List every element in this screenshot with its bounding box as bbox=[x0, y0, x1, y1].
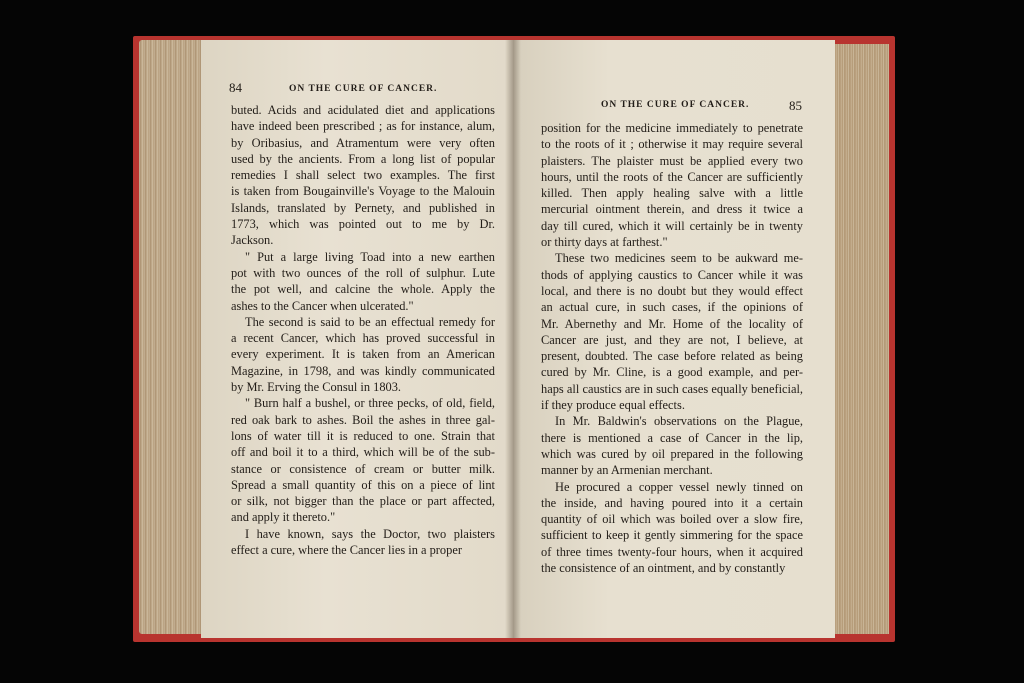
text-line: 1773, which was pointed out to me by Dr. bbox=[231, 217, 495, 232]
text-line: cured by Mr. Cline, is a good example, and per- bbox=[541, 365, 803, 380]
text-line: to the roots of it ; otherwise it may require several bbox=[541, 137, 803, 152]
text-line: I have known, says the Doctor, two plaisters bbox=[245, 526, 495, 541]
text-line: the pot well, and calcine the whole. Apply the bbox=[231, 282, 495, 297]
text-line: Mr. Abernethy and Mr. Home of the locality of bbox=[541, 316, 803, 331]
text-line: Islands, translated by Pernety, and published in bbox=[231, 200, 495, 215]
right-running-head: ON THE CURE OF CANCER. bbox=[601, 100, 750, 110]
text-line: present, doubted. The case before related as being bbox=[541, 349, 803, 364]
left-page bbox=[201, 40, 513, 638]
text-line: by Mr. Erving the Consul in 1803. bbox=[231, 380, 402, 395]
text-line: local, and there is no doubt but they would effect bbox=[541, 283, 803, 298]
text-line: manner by an Armenian merchant. bbox=[541, 463, 713, 478]
text-line: have indeed been prescribed ; as for instance, alum, bbox=[231, 119, 495, 134]
text-line: " Put a large living Toad into a new earthen bbox=[245, 249, 495, 264]
right-page-edges bbox=[833, 44, 889, 634]
left-page-edges bbox=[139, 40, 209, 634]
text-line: Cancer are just, and they are not, I believe, at bbox=[541, 332, 803, 347]
text-line: mercurial ointment therein, and dress it twice a bbox=[541, 202, 803, 217]
text-line: haps all caustics are in such cases equally beneficial, bbox=[541, 381, 803, 396]
text-line: pot with two ounces of the roll of sulphur. Lute bbox=[231, 265, 495, 280]
text-line: lons of water till it is reduced to one. Strain that bbox=[231, 428, 495, 443]
text-line: remedies I shall select two examples. The first bbox=[231, 168, 495, 183]
text-line: Magazine, in 1798, and was kindly communicated bbox=[231, 363, 495, 378]
text-line: buted. Acids and acidulated diet and applications bbox=[231, 103, 495, 117]
right-page bbox=[513, 40, 835, 638]
text-line: an actual cure, in such cases, if the opinions of bbox=[541, 300, 803, 315]
text-line: plaisters. The plaister must be applied every two bbox=[541, 153, 803, 168]
text-line: The second is said to be an effectual remedy for bbox=[245, 314, 495, 329]
text-line: off and boil it to a third, which will be of the sub- bbox=[231, 445, 495, 460]
text-line: used by the ancients. From a long list of popular bbox=[231, 151, 495, 166]
text-line: day till cured, which it will certainly be in twenty bbox=[541, 218, 803, 233]
left-page-number: 84 bbox=[229, 80, 242, 95]
text-line: if they produce equal effects. bbox=[541, 398, 685, 413]
text-line: killed. Then apply healing salve with a little bbox=[541, 186, 803, 201]
text-line: He procured a copper vessel newly tinned on bbox=[555, 479, 803, 494]
left-page-body bbox=[231, 102, 495, 558]
book-gutter bbox=[505, 40, 521, 638]
text-line: stance or consistence of cream or butter milk. bbox=[231, 461, 495, 476]
text-line: and apply it thereto." bbox=[231, 510, 336, 525]
text-line: quantity of oil which was boiled over a slow fire, bbox=[541, 512, 803, 527]
text-line: position for the medicine immediately to penetrate bbox=[541, 121, 803, 135]
text-line: every experiment. It is taken from an American bbox=[231, 347, 495, 362]
text-line: Jackson. bbox=[231, 233, 274, 248]
text-line: " Burn half a bushel, or three pecks, of old, field, bbox=[245, 396, 495, 411]
text-line: or thirty days at farthest." bbox=[541, 235, 668, 250]
text-line: of three times twenty-four hours, when it acquired bbox=[541, 544, 803, 559]
text-line: effect a cure, where the Cancer lies in a proper bbox=[231, 543, 462, 558]
right-page-body bbox=[541, 120, 803, 576]
left-running-head: ON THE CURE OF CANCER. bbox=[289, 84, 438, 94]
open-book bbox=[133, 36, 895, 642]
text-line: hours, until the roots of the Cancer are sufficiently bbox=[541, 169, 803, 184]
text-line: or silk, not bigger than the place or part affected, bbox=[231, 494, 495, 509]
text-line: These two medicines seem to be aukward me- bbox=[555, 251, 803, 266]
text-line: red oak bark to ashes. Boil the ashes in three gal- bbox=[231, 412, 495, 427]
text-line: a recent Cancer, which has proved successful in bbox=[231, 331, 495, 346]
text-line: the inside, and having poured into it a certain bbox=[541, 495, 803, 510]
text-line: by Oribasius, and Atramentum were very often bbox=[231, 135, 495, 150]
text-line: the consistence of an ointment, and by constantly bbox=[541, 561, 786, 576]
text-line: sufficient to keep it gently simmering for the space bbox=[541, 528, 803, 543]
right-page-number: 85 bbox=[789, 98, 802, 113]
text-line: In Mr. Baldwin's observations on the Plague, bbox=[555, 414, 803, 429]
text-line: thods of applying caustics to Cancer while it was bbox=[541, 267, 803, 282]
text-line: ashes to the Cancer when ulcerated." bbox=[231, 298, 414, 313]
text-line: which was cured by oil prepared in the following bbox=[541, 446, 803, 461]
text-line: is taken from Bougainville's Voyage to the Malouin bbox=[231, 184, 495, 199]
text-line: Spread a small quantity of this on a piece of lint bbox=[231, 477, 495, 492]
text-line: there is mentioned a case of Cancer in the lip, bbox=[541, 430, 803, 445]
